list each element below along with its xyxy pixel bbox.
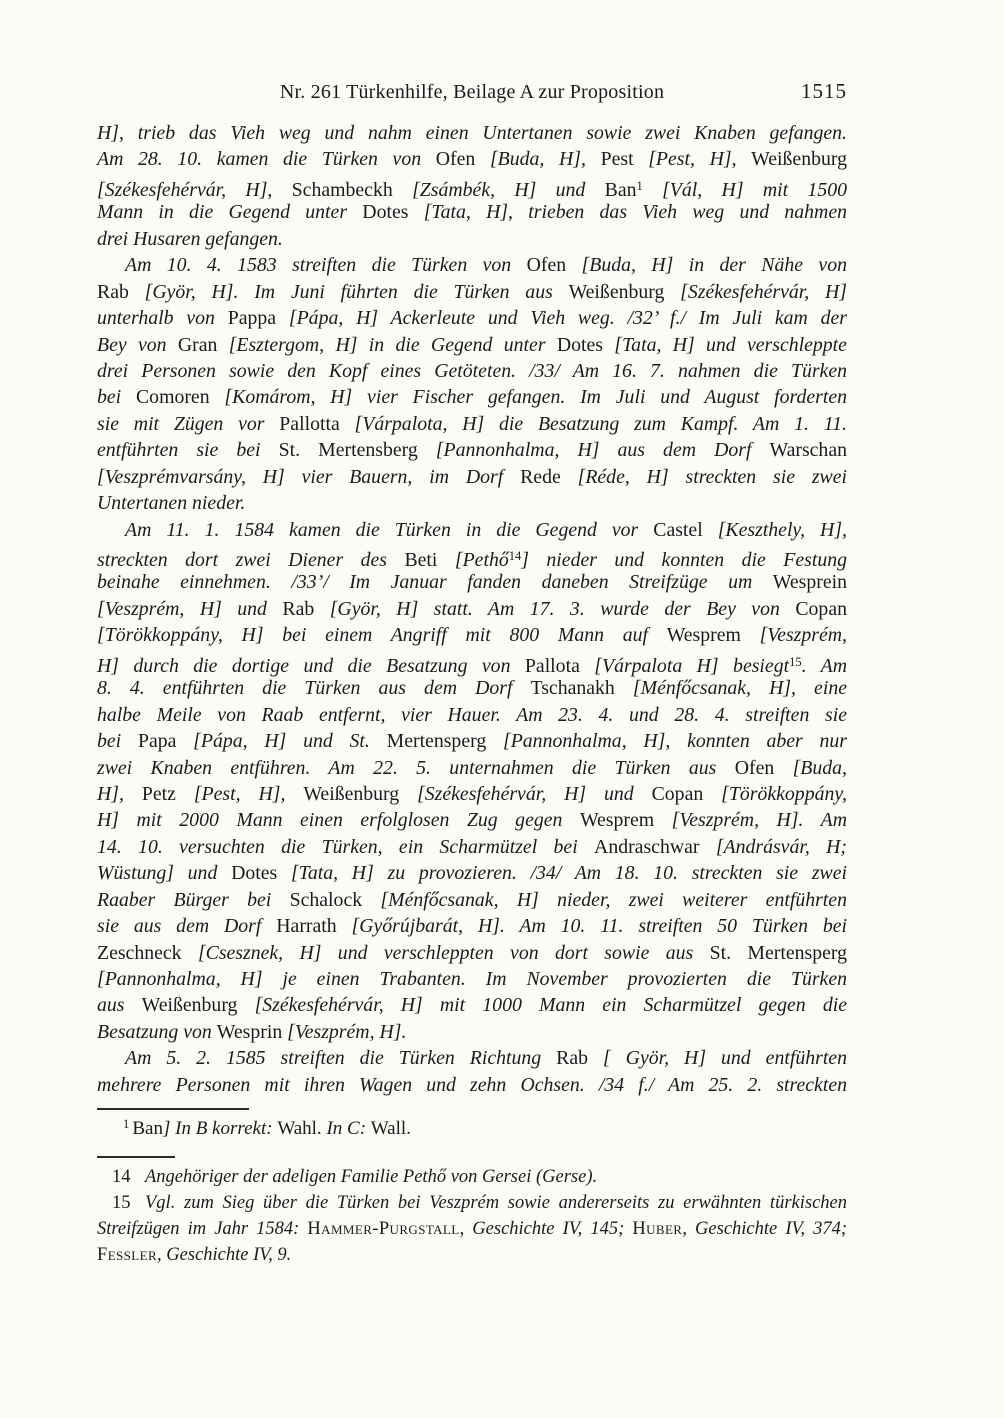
text-segment: entführten sie bei xyxy=(97,439,279,462)
text-segment: Wesprem xyxy=(666,624,760,647)
paragraph xyxy=(97,252,847,516)
text-line xyxy=(97,807,847,833)
text-segment: Gran xyxy=(177,333,229,356)
text-segment: [Buda, H], xyxy=(489,148,601,171)
text-segment: Wüstung] und xyxy=(97,862,232,885)
text-segment: H] durch die dortige und die Besatzung von xyxy=(97,654,525,677)
text-segment: [Tata, H] und verschleppte xyxy=(614,333,847,356)
text-segment: Tschanakh xyxy=(530,677,633,700)
text-segment: beinahe einnehmen. /33’/ Im Januar fanden daneben Streifzüge um xyxy=(97,571,773,594)
text-line xyxy=(97,940,847,966)
text-line xyxy=(97,437,847,463)
text-segment: Petz xyxy=(141,782,194,805)
footnote-line xyxy=(97,1216,847,1242)
text-segment: Papa xyxy=(137,730,194,753)
text-segment: Rab xyxy=(556,1047,603,1070)
text-segment: [Ménfőcsanak, H] nieder, zwei weiterer entführten xyxy=(380,888,847,911)
text-segment: 8. 4. entführten die Türken aus dem Dorf xyxy=(97,677,531,700)
text-line xyxy=(97,781,847,807)
footnote-line xyxy=(97,1190,847,1216)
footnote-number: 15 xyxy=(112,1193,131,1213)
text-line xyxy=(97,596,847,622)
text-segment: Streifzügen im Jahr 1584: xyxy=(97,1219,308,1239)
text-line xyxy=(97,649,847,675)
text-segment: [Esztergom, H] in die Gegend unter xyxy=(228,333,557,356)
text-segment: [Pápa, H] und St. xyxy=(193,730,387,753)
text-segment: Bey von xyxy=(97,333,178,356)
text-segment: Ban xyxy=(132,1118,163,1139)
text-segment: [Pannonhalma, H], konnten aber nur xyxy=(503,730,847,753)
text-line xyxy=(97,860,847,886)
text-segment: [Vál, H] mit 1500 xyxy=(642,178,847,201)
text-segment: Weißenburg xyxy=(568,280,681,303)
text-segment: Am 28. 10. kamen die Türken von xyxy=(97,148,436,171)
text-segment: [Székesfehérvár, H] xyxy=(680,280,847,303)
text-segment: Ofen xyxy=(734,756,793,779)
text-segment: [Buda, H] in der Nähe von xyxy=(581,254,847,277)
text-segment: [Székesfehérvár, H], xyxy=(97,178,292,201)
text-line xyxy=(97,913,847,939)
text-segment: Rede xyxy=(520,465,578,488)
text-segment: Wesprin xyxy=(216,1020,288,1043)
text-line xyxy=(97,173,847,199)
text-segment: Vgl. zum Sieg über die Türken bei Veszprém sowie andererseits zu erwähnten türkischen xyxy=(145,1193,847,1213)
text-segment: drei Husaren gefangen. xyxy=(97,227,283,250)
text-segment: Ofen xyxy=(435,148,490,171)
main-text xyxy=(97,120,847,1098)
text-segment: Am 10. 4. 1583 streiften die Türken von xyxy=(125,254,527,277)
text-line xyxy=(97,966,847,992)
text-line xyxy=(97,1072,847,1098)
text-line xyxy=(97,305,847,331)
text-segment: St. Mertensperg xyxy=(709,941,847,964)
text-segment: Am 11. 1. 1584 kamen die Türken in die Gegend vor xyxy=(125,518,654,541)
text-segment: Am 5. 2. 1585 streiften die Türken Richtung xyxy=(125,1047,557,1070)
text-segment: Pallotta xyxy=(279,412,355,435)
text-segment: Schalock xyxy=(289,888,381,911)
text-segment: [Győrújbarát, H]. Am 10. 11. streiften 50 Türken bei xyxy=(351,915,848,938)
text-segment: Weißenburg xyxy=(141,994,255,1017)
text-segment: Beti xyxy=(404,549,455,571)
text-segment: Pappa xyxy=(227,307,289,330)
text-segment: [Várpalota, H] die Besatzung zum Kampf. Am 1. 11. xyxy=(354,412,847,435)
text-segment: Schambeckh xyxy=(291,178,413,201)
text-segment: Weißenburg xyxy=(303,782,418,805)
text-segment: [Veszprém, H] und xyxy=(97,597,283,620)
text-segment: Untertanen nieder. xyxy=(97,492,246,515)
text-segment: H], trieb das Vieh weg und nahm einen Untertanen sowie zwei Knaben gefangen. xyxy=(97,122,847,144)
text-line xyxy=(97,120,847,146)
text-line xyxy=(97,702,847,728)
text-line xyxy=(97,755,847,781)
paragraph xyxy=(97,517,847,1046)
text-segment: Dotes xyxy=(362,201,424,224)
text-segment: Copan xyxy=(651,782,722,805)
text-segment: [Ménfőcsanak, H], eine xyxy=(632,677,848,700)
text-segment: sie mit Zügen vor xyxy=(97,412,280,435)
text-line xyxy=(97,384,847,410)
text-line xyxy=(97,887,847,913)
text-segment: ] nieder und konnten die Festung xyxy=(521,549,847,571)
text-line xyxy=(97,332,847,358)
footnote-separator-apparatus xyxy=(97,1108,249,1110)
text-segment: Angehöriger der adeligen Familie Pethő von Gersei (Gerse). xyxy=(145,1167,598,1187)
text-line xyxy=(97,464,847,490)
text-segment: Wesprem xyxy=(579,809,672,832)
text-segment: St. Mertensberg xyxy=(278,439,436,462)
text-segment: Rab xyxy=(97,280,145,303)
text-line xyxy=(97,543,847,569)
text-segment: Copan xyxy=(795,597,847,620)
text-segment: Pallota xyxy=(524,654,595,677)
text-segment: [Pannonhalma, H] je einen Trabanten. Im November provozierten die Türken xyxy=(97,968,847,990)
running-header: Nr. 261 Türkenhilfe, Beilage A zur Proposition xyxy=(279,81,665,103)
text-segment: aus xyxy=(97,994,142,1017)
text-segment: 1 xyxy=(636,178,643,193)
text-segment: Wahl. xyxy=(277,1118,327,1139)
text-segment: Wesprein xyxy=(772,571,847,594)
paragraph xyxy=(97,120,847,252)
text-segment: [Várpalota H] besiegt xyxy=(594,654,790,677)
text-line xyxy=(97,358,847,384)
text-segment: [ Györ, H] und entführten xyxy=(603,1047,847,1070)
text-segment: , Geschichte IV, 9. xyxy=(157,1245,292,1265)
text-line xyxy=(97,728,847,754)
text-segment: Dotes xyxy=(231,862,291,885)
text-line xyxy=(97,517,847,543)
text-segment: [Veszprémvarsány, H] vier Bauern, im Dorf xyxy=(97,465,521,488)
page-number: 1515 xyxy=(801,79,847,103)
text-segment: [Pannonhalma, H] aus dem Dorf xyxy=(435,439,770,462)
text-line xyxy=(97,279,847,305)
text-segment: zwei Knaben entführen. Am 22. 5. unternahmen die Türken aus xyxy=(97,756,735,779)
text-line xyxy=(97,252,847,278)
text-segment: [Törökkoppány, xyxy=(721,782,847,805)
text-segment: [Veszprém, xyxy=(759,624,847,647)
text-segment: H], xyxy=(97,782,142,805)
text-segment: Zeschneck xyxy=(97,941,198,964)
text-segment: Pest xyxy=(600,148,649,171)
text-segment: Fessler xyxy=(97,1245,158,1265)
text-segment: Warschan xyxy=(769,439,847,462)
text-line xyxy=(97,992,847,1018)
text-segment: Harrath xyxy=(276,915,352,938)
text-segment: ] In B korrekt: xyxy=(162,1118,278,1139)
text-segment: 14 xyxy=(508,549,522,563)
text-segment: [Törökkoppány, H] bei einem Angriff mit 800 Mann auf xyxy=(97,624,667,647)
footnote-line xyxy=(97,1164,847,1190)
text-segment: Rab xyxy=(282,597,330,620)
text-line xyxy=(97,146,847,172)
text-segment: [Székesfehérvár, H] und xyxy=(417,782,652,805)
text-segment: bei xyxy=(97,730,138,753)
text-segment: [Andrásvár, H; xyxy=(715,835,847,858)
text-line xyxy=(97,675,847,701)
text-segment: mehrere Personen mit ihren Wagen und zehn Ochsen. /34 f./ Am 25. 2. streckten xyxy=(97,1073,847,1096)
footnote-line xyxy=(97,1242,847,1268)
text-segment: [Buda, xyxy=(792,756,847,779)
commentary-footnotes xyxy=(97,1164,847,1268)
footnote-number: 14 xyxy=(112,1167,131,1187)
text-segment: . Am xyxy=(801,654,847,677)
text-segment: [Veszprém, H]. Am xyxy=(671,809,847,832)
text-segment: Ban xyxy=(604,178,637,201)
text-segment: bei xyxy=(97,386,136,409)
text-segment: Ofen xyxy=(526,254,582,277)
text-segment: [Réde, H] streckten sie zwei xyxy=(577,465,848,488)
text-line xyxy=(97,226,847,252)
text-line xyxy=(97,1045,847,1071)
text-segment: Wall. xyxy=(370,1118,411,1139)
text-segment: Mertensperg xyxy=(386,730,503,753)
text-segment: [Keszthely, H], xyxy=(717,518,847,541)
text-segment: [Komárom, H] vier Fischer gefangen. Im Juli und August forderten xyxy=(224,386,847,409)
text-segment: halbe Meile von Raab entfernt, vier Hauer. Am 23. 4. und 28. 4. streiften sie xyxy=(97,703,847,726)
text-segment: [Pethő xyxy=(454,549,509,571)
apparatus-note xyxy=(97,1112,847,1141)
text-line xyxy=(97,622,847,648)
text-segment: Castel xyxy=(653,518,718,541)
text-line xyxy=(97,199,847,225)
paragraph xyxy=(97,1045,847,1098)
text-line xyxy=(97,411,847,437)
text-segment: [Székesfehérvár, H] mit 1000 Mann ein Scharmützel gegen die xyxy=(254,994,847,1017)
text-segment: Weißenburg xyxy=(751,148,847,171)
text-segment: [Veszprém, H]. xyxy=(287,1020,407,1043)
text-segment: [Pest, H], xyxy=(193,782,304,805)
text-segment: drei Personen sowie den Kopf eines Getöteten. /33/ Am 16. 7. nahmen die Türken xyxy=(97,359,847,382)
text-segment: [Zsámbék, H] und xyxy=(412,178,605,201)
text-line xyxy=(97,834,847,860)
text-segment: Huber xyxy=(632,1219,683,1239)
text-segment: , Geschichte IV, 374; xyxy=(682,1219,847,1239)
text-segment: [Györ, H]. Im Juni führten die Türken aus xyxy=(144,280,569,303)
text-segment: 14. 10. versuchten die Türken, ein Scharmützel bei xyxy=(97,835,595,858)
text-segment: [Tata, H], trieben das Vieh weg und nahmen xyxy=(423,201,848,224)
text-segment: [Tata, H] zu provozieren. /34/ Am 18. 10. streckten sie zwei xyxy=(290,862,847,885)
text-segment: [Pest, H], xyxy=(648,148,752,171)
text-segment: Andraschwar xyxy=(594,835,716,858)
text-segment: H] mit 2000 Mann einen erfolglosen Zug gegen xyxy=(97,809,580,832)
text-segment: [Györ, H] statt. Am 17. 3. wurde der Bey von xyxy=(329,597,796,620)
text-line xyxy=(97,1019,847,1045)
text-segment: Comoren xyxy=(135,386,225,409)
footnote-separator-commentary xyxy=(97,1156,175,1158)
text-line xyxy=(97,490,847,516)
text-segment: 15 xyxy=(789,654,802,669)
page-header xyxy=(97,80,847,106)
text-segment: [Csesznek, H] und verschleppten von dort sowie aus xyxy=(197,941,710,964)
text-segment: , Geschichte IV, 145; xyxy=(459,1219,633,1239)
text-segment: [Pápa, H] Ackerleute und Vieh weg. /32’ f./ Im Juli kam der xyxy=(288,307,847,330)
text-segment: 1 xyxy=(123,1117,133,1131)
text-segment: sie aus dem Dorf xyxy=(97,915,277,938)
text-segment: Mann in die Gegend unter xyxy=(97,201,363,224)
text-segment: Dotes xyxy=(556,333,615,356)
text-segment: In C: xyxy=(326,1118,371,1139)
text-segment: Besatzung von xyxy=(97,1020,217,1043)
text-line xyxy=(97,569,847,595)
text-segment: unterhalb von xyxy=(97,307,228,330)
text-segment: Raaber Bürger bei xyxy=(97,888,290,911)
text-segment: streckten dort zwei Diener des xyxy=(97,549,405,571)
text-segment: Hammer-Purgstall xyxy=(307,1219,460,1239)
